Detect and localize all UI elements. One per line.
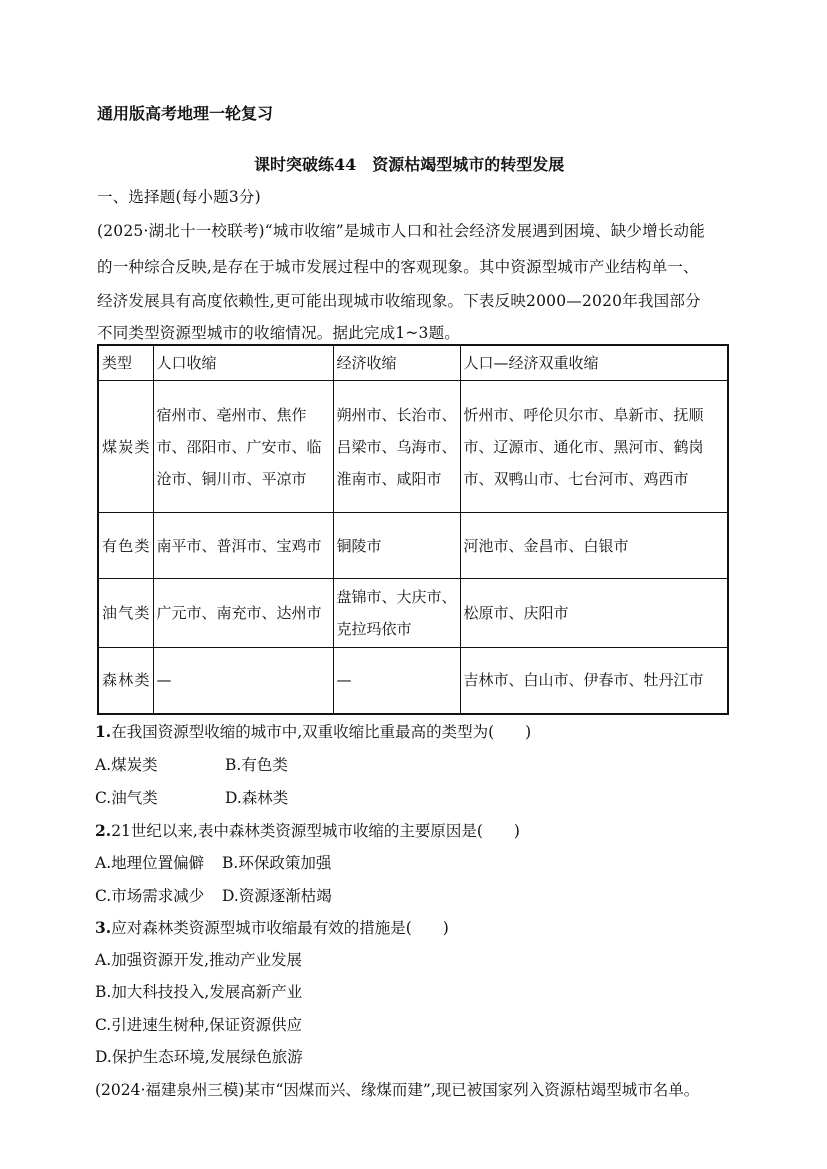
header-type: 类型 (98, 345, 153, 381)
section-heading: 一、选择题(每小题3分) (97, 188, 261, 206)
option-1d[interactable]: D.森林类 (225, 789, 289, 807)
option-3a[interactable]: A.加强资源开发,推动产业发展 (95, 951, 303, 969)
question-2 (95, 819, 520, 841)
header-economy: 经济收缩 (333, 345, 460, 381)
question-number: 2. (95, 821, 112, 840)
table-row (98, 381, 728, 513)
page-title: 课时突破练44 资源枯竭型城市的转型发展 (254, 155, 565, 174)
series-title: 通用版高考地理一轮复习 (97, 104, 274, 123)
next-passage-intro: (2024·福建泉州三模)某市“因煤而兴、缘煤而建”,现已被国家列入资源枯竭型城市名单。 (95, 1081, 700, 1099)
header-dual: 人口—经济双重收缩 (460, 345, 728, 381)
option-1a[interactable]: A.煤炭类 (95, 756, 158, 774)
cell-dual: 松原市、庆阳市 (460, 579, 728, 648)
question-stem: 应对森林类资源型城市收缩最有效的措施是( ) (111, 919, 449, 937)
cell-population: 广元市、南充市、达州市 (153, 579, 333, 648)
table-row (98, 648, 728, 714)
option-2b[interactable]: B.环保政策加强 (222, 854, 332, 872)
cell-type: 油气类 (98, 579, 153, 648)
cell-type: 有色类 (98, 513, 153, 579)
cell-economy: 朔州市、长治市、吕梁市、乌海市、淮南市、咸阳市 (333, 381, 460, 513)
table-header-row (98, 345, 728, 381)
intro-line-2: 的一种综合反映,是存在于城市发展过程中的客观现象。其中资源型城市产业结构单一、 (97, 258, 699, 276)
option-2c[interactable]: C.市场需求减少 (95, 887, 205, 905)
cell-dual: 河池市、金昌市、白银市 (460, 513, 728, 579)
header-population: 人口收缩 (153, 345, 333, 381)
question-stem: 在我国资源型收缩的城市中,双重收缩比重最高的类型为( ) (111, 723, 532, 741)
cell-economy: — (333, 648, 460, 714)
question-number: 3. (95, 918, 112, 937)
option-2a[interactable]: A.地理位置偏僻 (95, 854, 205, 872)
table-row (98, 513, 728, 579)
cell-dual: 忻州市、呼伦贝尔市、阜新市、抚顺市、辽源市、通化市、黑河市、鹤岗市、双鸭山市、七台河市、鸡西市 (460, 381, 728, 513)
cell-dual: 吉林市、白山市、伊春市、牡丹江市 (460, 648, 728, 714)
cell-type: 煤炭类 (98, 381, 153, 513)
option-1c[interactable]: C.油气类 (95, 789, 158, 807)
option-3b[interactable]: B.加大科技投入,发展高新产业 (95, 983, 303, 1001)
table-row (98, 579, 728, 648)
cell-population: 宿州市、亳州市、焦作市、邵阳市、广安市、临沧市、铜川市、平凉市 (153, 381, 333, 513)
intro-line-4: 不同类型资源型城市的收缩情况。据此完成1~3题。 (97, 324, 461, 342)
option-2d[interactable]: D.资源逐渐枯竭 (222, 887, 332, 905)
cell-economy: 盘锦市、大庆市、克拉玛依市 (333, 579, 460, 648)
option-3c[interactable]: C.引进速生树种,保证资源供应 (95, 1016, 303, 1034)
option-1b[interactable]: B.有色类 (225, 756, 288, 774)
cell-type: 森林类 (98, 648, 153, 714)
cell-population: — (153, 648, 333, 714)
question-1 (95, 720, 531, 742)
cell-economy: 铜陵市 (333, 513, 460, 579)
intro-line-1: (2025·湖北十一校联考)“城市收缩”是城市人口和社会经济发展遇到困境、缺少增长动能 (97, 222, 705, 240)
question-3 (95, 916, 449, 938)
option-3d[interactable]: D.保护生态环境,发展绿色旅游 (95, 1048, 303, 1066)
city-shrinkage-table (97, 344, 729, 715)
intro-line-3: 经济发展具有高度依赖性,更可能出现城市收缩现象。下表反映2000—2020年我国部分 (97, 292, 701, 310)
cell-population: 南平市、普洱市、宝鸡市 (153, 513, 333, 579)
question-stem: 21世纪以来,表中森林类资源型城市收缩的主要原因是( ) (111, 822, 520, 840)
question-number: 1. (95, 722, 112, 741)
